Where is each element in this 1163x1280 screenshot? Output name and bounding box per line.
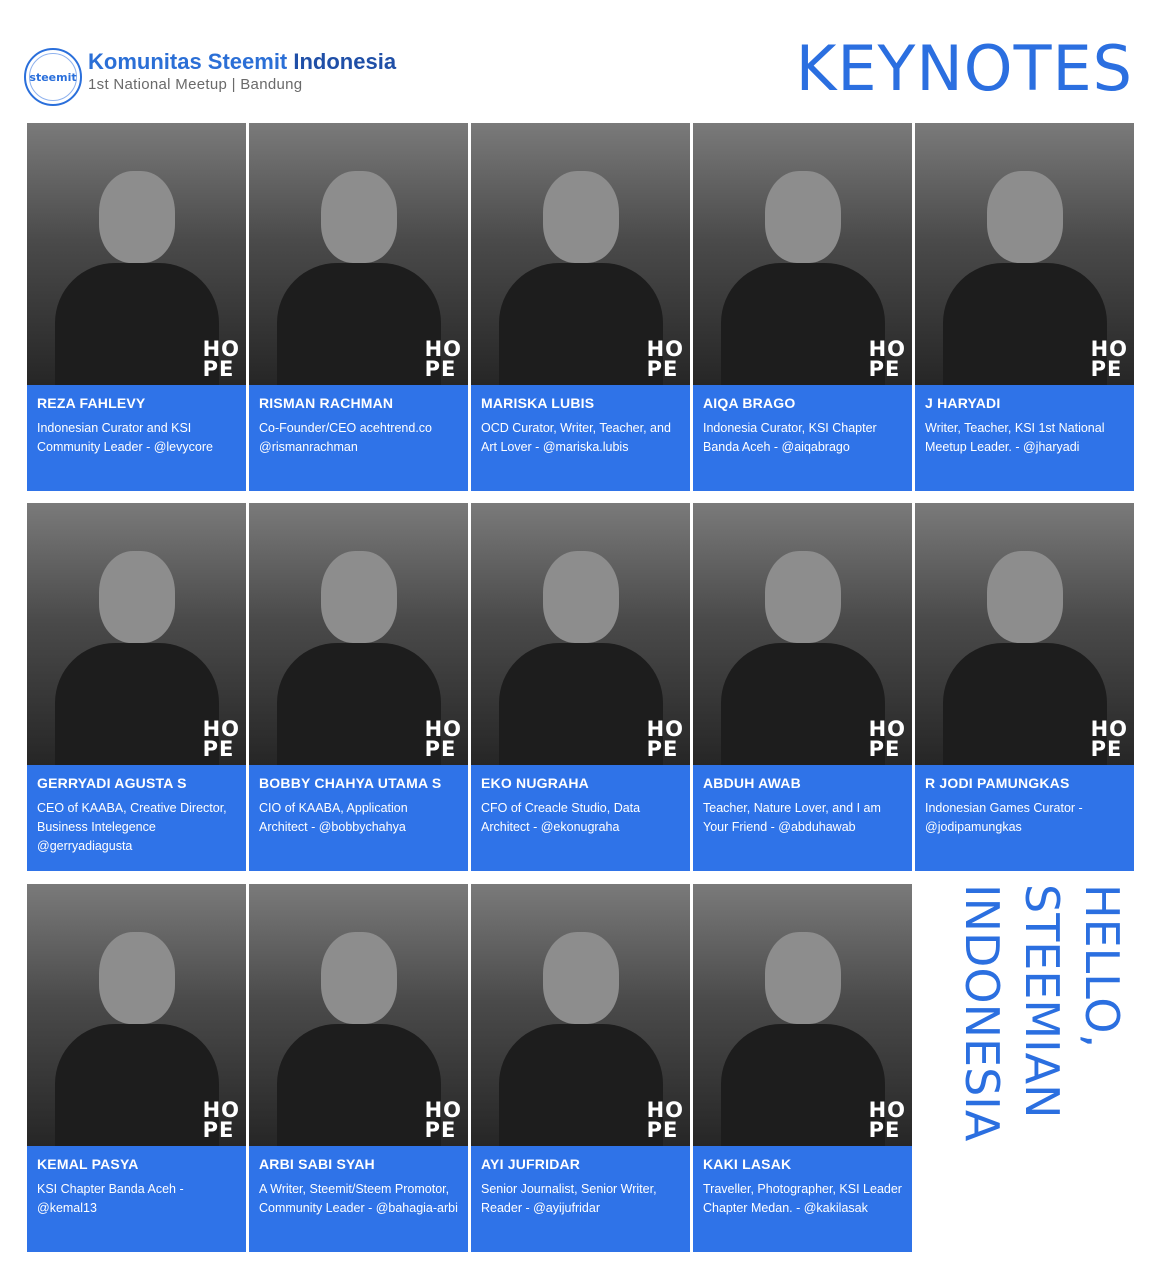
speaker-card <box>471 503 690 871</box>
speaker-card <box>249 123 468 491</box>
speaker-card <box>693 503 912 871</box>
speaker-name: KAKI LASAK <box>703 1156 792 1172</box>
speaker-description: OCD Curator, Writer, Teacher, and Art Lover - @mariska.lubis <box>481 421 671 454</box>
speaker-photo <box>693 503 912 765</box>
speaker-card <box>915 503 1134 871</box>
hope-watermark: HO PE <box>424 337 462 381</box>
speaker-photo <box>249 884 468 1146</box>
speaker-description: Indonesian Games Curator - @jodipamungkas <box>925 801 1083 834</box>
speaker-description: CEO of KAABA, Creative Director, Business Intelegence @gerryadiagusta <box>37 801 227 853</box>
hope-watermark: HO PE <box>424 717 462 761</box>
brand-name-part1: Komunitas Steemit <box>88 49 288 74</box>
speaker-name: KEMAL PASYA <box>37 1156 139 1172</box>
speaker-name: MARISKA LUBIS <box>481 395 595 411</box>
speaker-card <box>27 503 246 871</box>
speaker-description: Indonesia Curator, KSI Chapter Banda Aceh - @aiqabrago <box>703 421 877 454</box>
speaker-photo <box>915 123 1134 385</box>
ksi-logo <box>24 48 82 106</box>
speaker-card <box>27 123 246 491</box>
speaker-name: RISMAN RACHMAN <box>259 395 394 411</box>
speaker-card <box>249 884 468 1252</box>
greeting-line-1: HELLO, <box>1075 884 1129 1049</box>
speaker-photo <box>471 503 690 765</box>
speaker-name: ABDUH AWAB <box>703 775 801 791</box>
speaker-photo <box>471 123 690 385</box>
speaker-description: CIO of KAABA, Application Architect - @bobbychahya <box>259 801 408 834</box>
greeting-line-2: STEEMIAN <box>1015 884 1069 1119</box>
speaker-card <box>249 503 468 871</box>
vertical-greeting <box>932 884 1132 1254</box>
speaker-name: BOBBY CHAHYA UTAMA S <box>259 775 442 791</box>
hope-watermark: HO PE <box>868 1098 906 1142</box>
brand-name-part2: Indonesia <box>287 49 397 74</box>
speaker-photo <box>249 123 468 385</box>
hope-watermark: HO PE <box>646 717 684 761</box>
hope-watermark: HO PE <box>646 1098 684 1142</box>
speaker-card <box>471 123 690 491</box>
speaker-card <box>693 884 912 1252</box>
brand-block <box>88 50 396 93</box>
hope-watermark: HO PE <box>202 1098 240 1142</box>
speaker-name: J HARYADI <box>925 395 1001 411</box>
speaker-description: Senior Journalist, Senior Writer, Reader - @ayijufridar <box>481 1182 657 1215</box>
speaker-name: EKO NUGRAHA <box>481 775 589 791</box>
speaker-card <box>471 884 690 1252</box>
speaker-name: R JODI PAMUNGKAS <box>925 775 1070 791</box>
speaker-photo <box>471 884 690 1146</box>
hope-watermark: HO PE <box>868 717 906 761</box>
speaker-name: AIQA BRAGO <box>703 395 796 411</box>
speaker-description: Traveller, Photographer, KSI Leader Chapter Medan. - @kakilasak <box>703 1182 902 1215</box>
hope-watermark: HO PE <box>1090 337 1128 381</box>
speaker-photo <box>27 884 246 1146</box>
speaker-photo <box>915 503 1134 765</box>
speaker-description: CFO of Creacle Studio, Data Architect - @ekonugraha <box>481 801 641 834</box>
hope-watermark: HO PE <box>202 717 240 761</box>
speaker-card <box>915 123 1134 491</box>
ksi-logo-text: steemit <box>29 53 77 101</box>
speaker-description: Writer, Teacher, KSI 1st National Meetup Leader. - @jharyadi <box>925 421 1105 454</box>
brand-name <box>88 50 396 74</box>
greeting-line-3: INDONESIA <box>955 884 1009 1142</box>
speaker-description: Co-Founder/CEO acehtrend.co @rismanrachman <box>259 421 433 454</box>
speaker-photo <box>249 503 468 765</box>
page-title: KEYNOTES <box>795 32 1133 105</box>
speaker-card <box>693 123 912 491</box>
speaker-photo <box>693 123 912 385</box>
speaker-description: Indonesian Curator and KSI Community Leader - @levycore <box>37 421 213 454</box>
speaker-description: A Writer, Steemit/Steem Promotor, Community Leader - @bahagia-arbi <box>259 1182 458 1215</box>
speaker-name: ARBI SABI SYAH <box>259 1156 375 1172</box>
speaker-name: GERRYADI AGUSTA S <box>37 775 187 791</box>
speaker-photo <box>27 503 246 765</box>
speaker-photo <box>693 884 912 1146</box>
hope-watermark: HO PE <box>1090 717 1128 761</box>
speaker-name: AYI JUFRIDAR <box>481 1156 581 1172</box>
vertical-greeting-text <box>952 884 1132 1141</box>
hope-watermark: HO PE <box>646 337 684 381</box>
speaker-photo <box>27 123 246 385</box>
speaker-name: REZA FAHLEVY <box>37 395 146 411</box>
hope-watermark: HO PE <box>868 337 906 381</box>
speaker-card <box>27 884 246 1252</box>
hope-watermark: HO PE <box>202 337 240 381</box>
speaker-description: Teacher, Nature Lover, and I am Your Friend - @abduhawab <box>703 801 881 834</box>
hope-watermark: HO PE <box>424 1098 462 1142</box>
speaker-description: KSI Chapter Banda Aceh - @kemal13 <box>37 1182 184 1215</box>
brand-subtitle: 1st National Meetup | Bandung <box>88 76 303 93</box>
